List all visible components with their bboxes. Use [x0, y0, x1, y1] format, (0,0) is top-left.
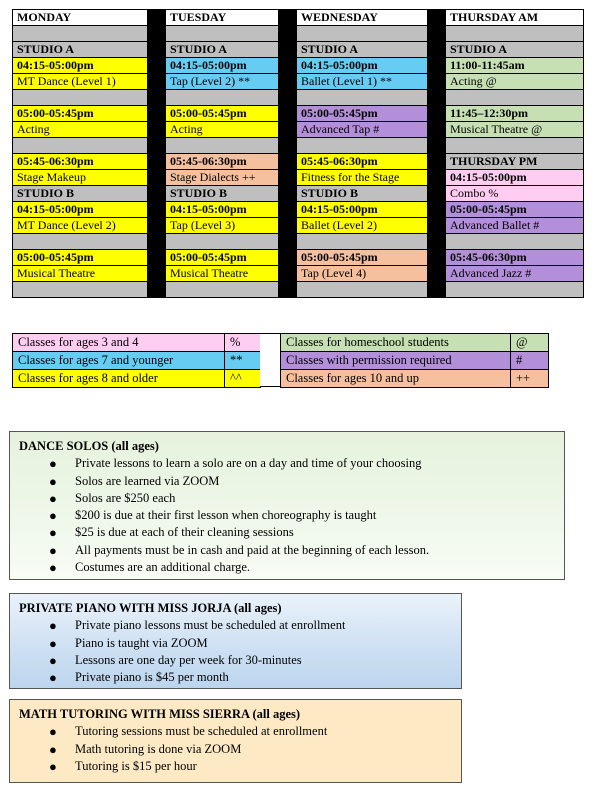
bullet-icon: ● — [49, 525, 57, 541]
gap-cell — [297, 282, 428, 298]
column-divider — [279, 186, 297, 202]
studio-header: STUDIO A — [446, 42, 584, 58]
column-divider — [148, 170, 166, 186]
class-time: 04:15-05:00pm — [297, 202, 428, 218]
column-divider — [148, 250, 166, 266]
list-item-text: Costumes are an additional charge. — [75, 560, 251, 575]
class-time: 05:00-05:45pm — [166, 250, 279, 266]
legend-left — [12, 333, 261, 388]
list-item — [19, 524, 555, 541]
list-item-text: Private lessons to learn a solo are on a day and time of your choosing — [75, 456, 422, 471]
column-divider — [428, 202, 446, 218]
studio-header: STUDIO A — [13, 42, 148, 58]
class-time: 05:00-05:45pm — [446, 202, 584, 218]
column-divider — [279, 218, 297, 234]
legend-label: Classes for homeschool students — [281, 334, 511, 352]
class-name: Musical Theatre @ — [446, 122, 584, 138]
schedule-row — [13, 170, 584, 186]
studio-header: THURSDAY PM — [446, 154, 584, 170]
class-time: 04:15-05:00pm — [166, 202, 279, 218]
column-divider — [279, 74, 297, 90]
list-item-text: Solos are $250 each — [75, 490, 176, 505]
bullet-icon: ● — [49, 542, 57, 558]
gap-cell — [13, 282, 148, 298]
class-name: Acting — [13, 122, 148, 138]
column-divider — [148, 186, 166, 202]
gap-cell — [166, 90, 279, 106]
schedule-gap-row — [13, 26, 584, 42]
column-divider — [279, 58, 297, 74]
list-item-text: Math tutoring is done via ZOOM — [75, 741, 242, 756]
class-name: Musical Theatre — [13, 266, 148, 282]
class-name: Acting — [166, 122, 279, 138]
gap-cell — [13, 138, 148, 154]
column-divider — [148, 218, 166, 234]
column-divider — [279, 122, 297, 138]
class-name: Tap (Level 2) ** — [166, 74, 279, 90]
legend-symbol: ++ — [511, 370, 549, 388]
class-time: 04:15-05:00pm — [166, 58, 279, 74]
column-divider — [428, 138, 446, 154]
column-divider — [148, 90, 166, 106]
piano-title: PRIVATE PIANO WITH MISS JORJA (all ages) — [19, 601, 282, 615]
list-item — [19, 758, 452, 775]
column-divider — [279, 170, 297, 186]
list-item — [19, 669, 452, 686]
class-time: 05:45-06:30pm — [297, 154, 428, 170]
schedule-row — [13, 42, 584, 58]
column-divider — [148, 282, 166, 298]
schedule-row — [13, 106, 584, 122]
class-schedule-table — [12, 9, 584, 298]
class-name: Ballet (Level 2) — [297, 218, 428, 234]
list-item-text: All payments must be in cash and paid at the beginning of each lesson. — [75, 542, 430, 557]
class-name: Tap (Level 3) — [166, 218, 279, 234]
legend-row — [281, 334, 549, 352]
gap-cell — [446, 138, 584, 154]
column-divider — [428, 154, 446, 170]
dance-solos-box — [9, 431, 565, 580]
legend-row — [281, 352, 549, 370]
gap-cell — [446, 234, 584, 250]
column-divider — [428, 170, 446, 186]
class-time: 04:15-05:00pm — [13, 202, 148, 218]
class-name: Advanced Tap # — [297, 122, 428, 138]
schedule-row — [13, 74, 584, 90]
bullet-icon: ● — [49, 635, 57, 651]
schedule-row — [13, 266, 584, 282]
class-name: Musical Theatre — [166, 266, 279, 282]
column-divider — [428, 122, 446, 138]
legend-spacer — [260, 333, 280, 387]
class-name: Advanced Jazz # — [446, 266, 584, 282]
bullet-icon: ● — [49, 724, 57, 740]
class-time: 04:15-05:00pm — [13, 58, 148, 74]
legend-symbol: ^^ — [225, 370, 261, 388]
column-divider — [148, 154, 166, 170]
column-divider — [148, 74, 166, 90]
list-item-text: Tutoring is $15 per hour — [75, 758, 197, 773]
bullet-icon: ● — [49, 473, 57, 489]
class-name: Ballet (Level 1) ** — [297, 74, 428, 90]
list-item — [19, 635, 452, 652]
bullet-icon: ● — [49, 560, 57, 576]
bullet-icon: ● — [49, 456, 57, 472]
column-divider — [148, 234, 166, 250]
class-time: 05:00-05:45pm — [297, 250, 428, 266]
column-divider — [279, 138, 297, 154]
legend-right — [280, 333, 549, 388]
list-item — [19, 473, 555, 490]
legend-label: Classes for ages 3 and 4 — [13, 334, 225, 352]
column-divider — [428, 74, 446, 90]
column-divider — [428, 106, 446, 122]
class-time: 04:15-05:00pm — [446, 170, 584, 186]
column-divider — [279, 10, 297, 26]
studio-header: STUDIO B — [297, 186, 428, 202]
column-divider — [428, 234, 446, 250]
schedule-row — [13, 202, 584, 218]
studio-header: STUDIO B — [166, 186, 279, 202]
gap-cell — [166, 26, 279, 42]
class-time: 05:45-06:30pm — [13, 154, 148, 170]
column-divider — [428, 266, 446, 282]
legend-label: Classes for ages 8 and older — [13, 370, 225, 388]
day-header: MONDAY — [13, 10, 148, 26]
math-tutoring-title: MATH TUTORING WITH MISS SIERRA (all ages) — [19, 707, 301, 721]
column-divider — [279, 154, 297, 170]
list-item — [19, 455, 555, 472]
schedule-row — [13, 250, 584, 266]
class-name: Acting @ — [446, 74, 584, 90]
column-divider — [428, 250, 446, 266]
column-divider — [428, 58, 446, 74]
schedule-gap-row — [13, 138, 584, 154]
studio-header: STUDIO B — [13, 186, 148, 202]
day-header: THURSDAY AM — [446, 10, 584, 26]
dance-solos-list — [19, 455, 555, 576]
class-time: 05:00-05:45pm — [297, 106, 428, 122]
legend-symbol: ** — [225, 352, 261, 370]
class-time: 11:00-11:45am — [446, 58, 584, 74]
column-divider — [279, 266, 297, 282]
column-divider — [279, 42, 297, 58]
legend-label: Classes for ages 10 and up — [281, 370, 511, 388]
schedule-header-row — [13, 10, 584, 26]
column-divider — [428, 42, 446, 58]
class-time: 04:15-05:00pm — [297, 58, 428, 74]
gap-cell — [13, 234, 148, 250]
list-item-text: Private piano is $45 per month — [75, 670, 229, 685]
day-header: WEDNESDAY — [297, 10, 428, 26]
schedule-row — [13, 218, 584, 234]
gap-cell — [297, 138, 428, 154]
schedule-gap-row — [13, 282, 584, 298]
class-name: Stage Makeup — [13, 170, 148, 186]
legend-row — [13, 370, 261, 388]
class-time: 05:00-05:45pm — [13, 250, 148, 266]
math-tutoring-list — [19, 723, 452, 775]
list-item-text: Lessons are one day per week for 30-minutes — [75, 652, 302, 667]
column-divider — [279, 202, 297, 218]
legend-symbol: % — [225, 334, 261, 352]
gap-cell — [13, 26, 148, 42]
column-divider — [279, 250, 297, 266]
class-time: 05:00-05:45pm — [166, 106, 279, 122]
list-item-text: $25 is due at each of their cleaning sessions — [75, 525, 294, 540]
column-divider — [148, 202, 166, 218]
column-divider — [148, 138, 166, 154]
column-divider — [148, 122, 166, 138]
bullet-icon: ● — [49, 670, 57, 686]
list-item-text: Piano is taught via ZOOM — [75, 635, 208, 650]
legend-symbol: # — [511, 352, 549, 370]
gap-cell — [446, 26, 584, 42]
bullet-icon: ● — [49, 618, 57, 634]
column-divider — [428, 26, 446, 42]
class-name: Stage Dialects ++ — [166, 170, 279, 186]
column-divider — [148, 106, 166, 122]
gap-cell — [297, 26, 428, 42]
math-tutoring-box — [9, 699, 462, 783]
legend-label: Classes with permission required — [281, 352, 511, 370]
list-item — [19, 490, 555, 507]
legend-row — [13, 352, 261, 370]
schedule-body — [13, 10, 584, 298]
schedule-gap-row — [13, 234, 584, 250]
class-time: 11:45–12:30pm — [446, 106, 584, 122]
bullet-icon: ● — [49, 741, 57, 757]
column-divider — [428, 90, 446, 106]
gap-cell — [13, 90, 148, 106]
bullet-icon: ● — [49, 508, 57, 524]
gap-cell — [297, 234, 428, 250]
schedule-row — [13, 186, 584, 202]
column-divider — [148, 266, 166, 282]
gap-cell — [446, 282, 584, 298]
column-divider — [428, 186, 446, 202]
list-item — [19, 741, 452, 758]
class-name: Combo % — [446, 186, 584, 202]
schedule-gap-row — [13, 90, 584, 106]
column-divider — [279, 26, 297, 42]
schedule-row — [13, 154, 584, 170]
class-time: 05:45-06:30pm — [446, 250, 584, 266]
list-item-text: Private piano lessons must be scheduled at enrollment — [75, 618, 346, 633]
bullet-icon: ● — [49, 758, 57, 774]
column-divider — [148, 10, 166, 26]
column-divider — [428, 10, 446, 26]
list-item — [19, 507, 555, 524]
studio-header: STUDIO A — [166, 42, 279, 58]
column-divider — [428, 218, 446, 234]
piano-box — [9, 593, 462, 689]
column-divider — [279, 90, 297, 106]
schedule-row — [13, 58, 584, 74]
gap-cell — [166, 282, 279, 298]
schedule-row — [13, 122, 584, 138]
legend-row — [13, 334, 261, 352]
class-name: Fitness for the Stage — [297, 170, 428, 186]
gap-cell — [446, 90, 584, 106]
legend-row — [281, 370, 549, 388]
legend-symbol: @ — [511, 334, 549, 352]
legend-label: Classes for ages 7 and younger — [13, 352, 225, 370]
bullet-icon: ● — [49, 490, 57, 506]
gap-cell — [166, 138, 279, 154]
list-item — [19, 617, 452, 634]
class-name: Tap (Level 4) — [297, 266, 428, 282]
list-item — [19, 542, 555, 559]
column-divider — [428, 282, 446, 298]
column-divider — [148, 58, 166, 74]
column-divider — [148, 42, 166, 58]
bullet-icon: ● — [49, 652, 57, 668]
gap-cell — [297, 90, 428, 106]
column-divider — [279, 234, 297, 250]
list-item-text: Tutoring sessions must be scheduled at enrollment — [75, 724, 328, 739]
list-item — [19, 652, 452, 669]
class-time: 05:45-06:30pm — [166, 154, 279, 170]
column-divider — [148, 26, 166, 42]
column-divider — [279, 282, 297, 298]
class-name: MT Dance (Level 2) — [13, 218, 148, 234]
piano-list — [19, 617, 452, 686]
list-item-text: Solos are learned via ZOOM — [75, 473, 220, 488]
list-item — [19, 723, 452, 740]
day-header: TUESDAY — [166, 10, 279, 26]
class-time: 05:00-05:45pm — [13, 106, 148, 122]
studio-header: STUDIO A — [297, 42, 428, 58]
list-item — [19, 559, 555, 576]
dance-solos-title: DANCE SOLOS (all ages) — [19, 439, 159, 453]
class-name: MT Dance (Level 1) — [13, 74, 148, 90]
list-item-text: $200 is due at their first lesson when choreography is taught — [75, 508, 377, 523]
column-divider — [279, 106, 297, 122]
class-name: Advanced Ballet # — [446, 218, 584, 234]
gap-cell — [166, 234, 279, 250]
